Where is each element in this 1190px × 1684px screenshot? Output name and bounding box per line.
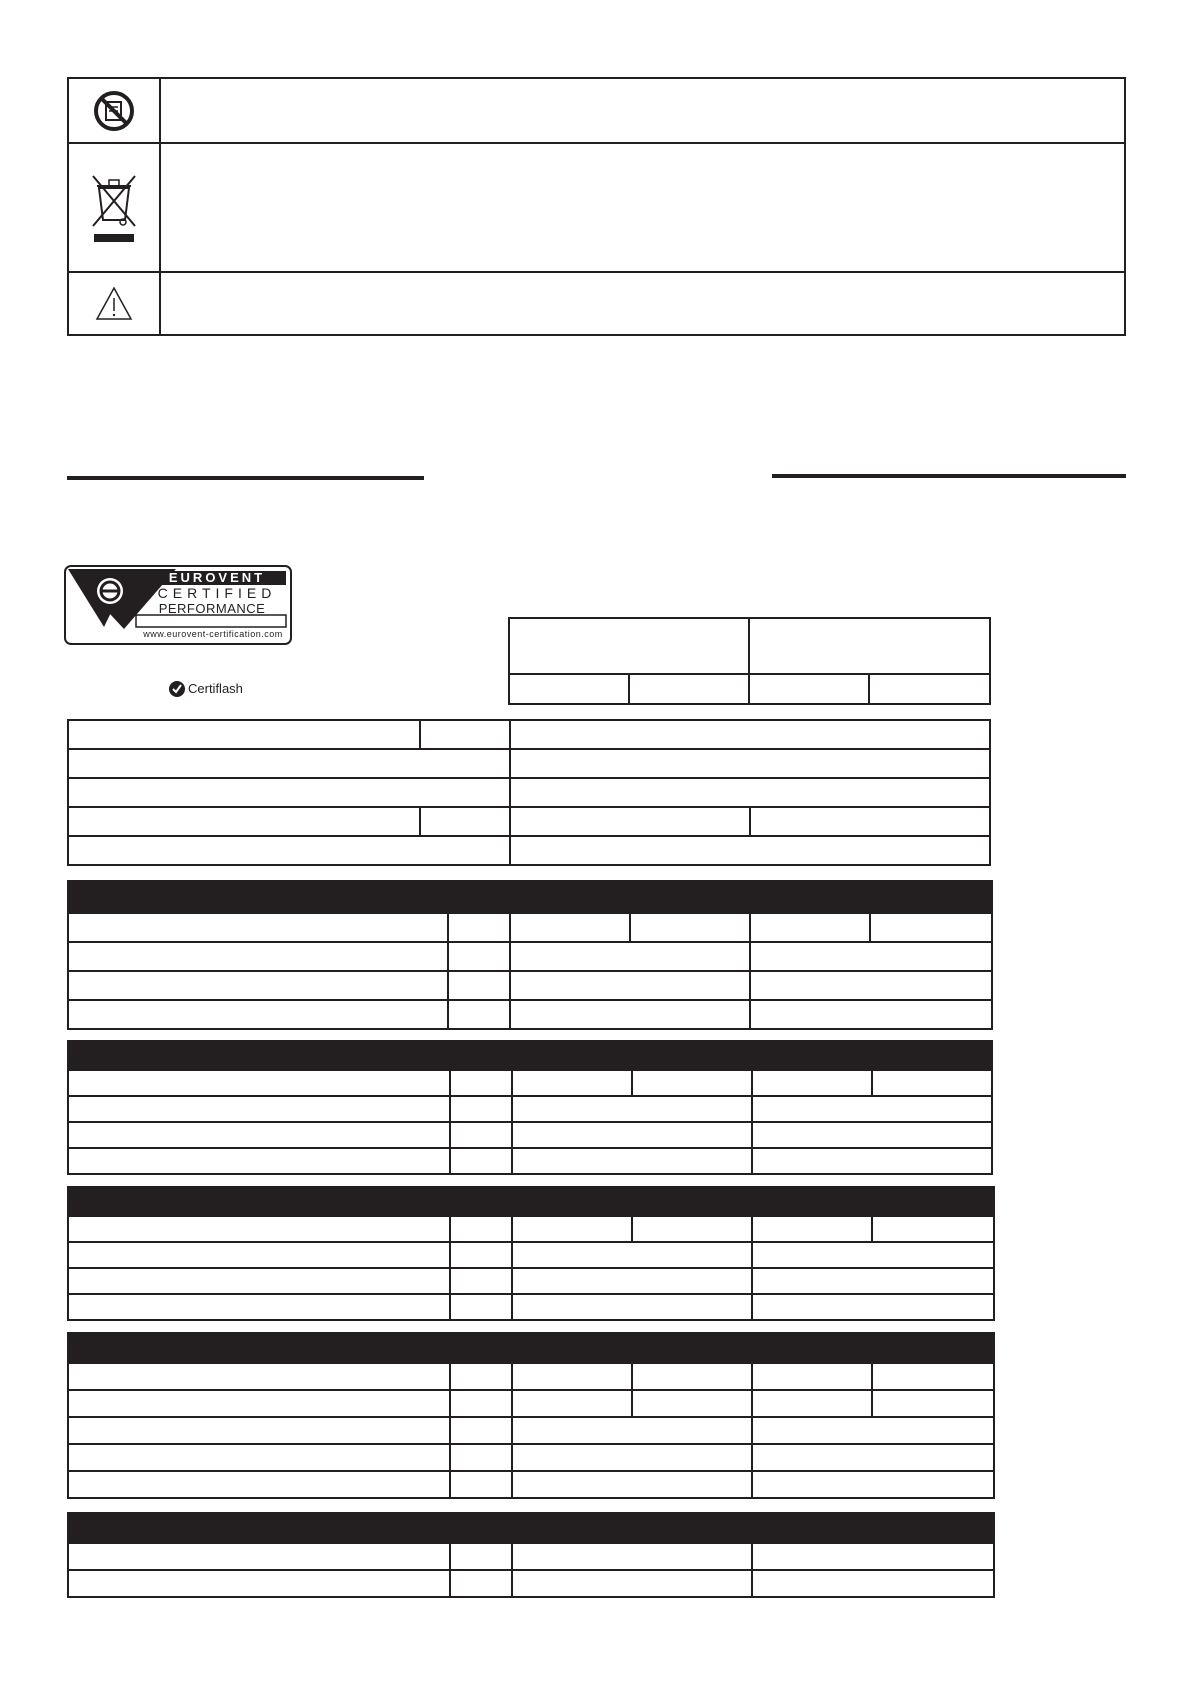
cell: [68, 1417, 450, 1444]
info-cell: [510, 720, 990, 749]
cell: [512, 1417, 752, 1444]
cell: [750, 971, 992, 1000]
cell: [752, 1122, 992, 1148]
info-cell: [510, 749, 990, 778]
cell: [512, 1268, 752, 1294]
symbol-table: [67, 77, 1126, 336]
header-cell: [509, 674, 629, 704]
cell: [450, 1471, 512, 1498]
data-section-2: [67, 1040, 993, 1175]
cell: [68, 1096, 450, 1122]
info-cell: [750, 807, 990, 836]
cell: [870, 913, 992, 942]
logo-url: www.eurovent-certification.com: [143, 629, 283, 639]
logo-line-eurovent: EUROVENT: [168, 570, 266, 585]
cell: [450, 1216, 512, 1242]
info-cell: [68, 778, 510, 807]
section-header-band: [68, 1187, 994, 1216]
cell: [68, 1122, 450, 1148]
cell: [68, 942, 448, 971]
cell: [68, 971, 448, 1000]
cell: [68, 1390, 450, 1417]
cell: [512, 1216, 632, 1242]
header-cell: [629, 674, 749, 704]
cell: [450, 1268, 512, 1294]
header-cell: [749, 674, 869, 704]
cell: [752, 1417, 994, 1444]
section-header-band: [68, 1513, 994, 1543]
cell: [512, 1294, 752, 1320]
cell: [872, 1363, 994, 1390]
cell: [68, 1070, 450, 1096]
info-cell: [68, 720, 420, 749]
section-header-band: [68, 1333, 994, 1363]
cell: [450, 1294, 512, 1320]
cell: [68, 1242, 450, 1268]
cell: [450, 1363, 512, 1390]
cell: [632, 1390, 752, 1417]
info-cell: [510, 778, 990, 807]
certiflash-label: Certiflash: [188, 681, 243, 696]
info-cell: [68, 836, 510, 865]
cell: [68, 1444, 450, 1471]
cell: [512, 1444, 752, 1471]
data-section-4: [67, 1332, 995, 1499]
cell: [68, 1216, 450, 1242]
cell: [510, 942, 750, 971]
logo-line-certified: CERTIFIED: [157, 585, 277, 601]
cell: [448, 1000, 510, 1029]
cell: [68, 1294, 450, 1320]
cell: [448, 913, 510, 942]
cell: [752, 1363, 872, 1390]
cell: [450, 1242, 512, 1268]
certiflash-check-icon: [168, 680, 186, 698]
data-section-1: [67, 880, 993, 1030]
cell: [872, 1390, 994, 1417]
cell: [510, 1000, 750, 1029]
cell: [872, 1070, 992, 1096]
logo-line-performance: PERFORMANCE: [158, 601, 266, 616]
cell: [752, 1570, 994, 1597]
info-cell: [420, 807, 510, 836]
cell: [512, 1070, 632, 1096]
info-cell: [420, 720, 510, 749]
cell: [68, 1148, 450, 1174]
info-cell: [68, 807, 420, 836]
cell: [512, 1096, 752, 1122]
cell: [752, 1390, 872, 1417]
cell: [752, 1216, 872, 1242]
cell: [510, 913, 630, 942]
cell: [510, 971, 750, 1000]
no-book-symbol-icon: [69, 79, 161, 142]
info-cell: [510, 836, 990, 865]
cell: [450, 1570, 512, 1597]
cell: [632, 1070, 752, 1096]
cell: [68, 1543, 450, 1570]
symbol-row: [69, 79, 1124, 144]
section-header-band: [68, 1041, 992, 1070]
cell: [872, 1216, 994, 1242]
section-rule-right: [772, 474, 1126, 478]
cell: [750, 1000, 992, 1029]
data-section-5: [67, 1512, 995, 1598]
cell: [68, 913, 448, 942]
cell: [752, 1444, 994, 1471]
cell: [632, 1216, 752, 1242]
data-section-3: [67, 1186, 995, 1321]
cell: [752, 1471, 994, 1498]
cell: [450, 1096, 512, 1122]
cell: [630, 913, 750, 942]
cell: [512, 1390, 632, 1417]
symbol-row: [69, 144, 1124, 273]
cell: [752, 1070, 872, 1096]
header-cell: [509, 618, 749, 674]
header-grid: [508, 617, 991, 705]
cell: [512, 1471, 752, 1498]
cell: [752, 1543, 994, 1570]
certiflash-mark: [168, 680, 278, 698]
cell: [450, 1148, 512, 1174]
cell: [752, 1096, 992, 1122]
cell: [450, 1390, 512, 1417]
cell: [512, 1242, 752, 1268]
cell: [68, 1000, 448, 1029]
cell: [752, 1268, 994, 1294]
symbol-row: [69, 273, 1124, 334]
cell: [450, 1070, 512, 1096]
cell: [512, 1363, 632, 1390]
general-info-grid: [67, 719, 991, 866]
header-cell: [749, 618, 990, 674]
eurovent-logo: [64, 565, 292, 645]
warning-triangle-icon: [69, 273, 161, 334]
section-header-band: [68, 881, 992, 913]
cell: [68, 1471, 450, 1498]
header-cell: [869, 674, 990, 704]
cell: [450, 1543, 512, 1570]
info-cell: [510, 807, 750, 836]
cell: [450, 1122, 512, 1148]
section-rule-left: [67, 476, 424, 480]
cell: [448, 942, 510, 971]
cell: [512, 1570, 752, 1597]
cell: [512, 1122, 752, 1148]
cell: [68, 1570, 450, 1597]
cell: [752, 1242, 994, 1268]
info-cell: [68, 749, 510, 778]
cell: [752, 1148, 992, 1174]
cell: [68, 1363, 450, 1390]
cell: [450, 1417, 512, 1444]
cell: [512, 1148, 752, 1174]
cell: [750, 913, 870, 942]
cell: [750, 942, 992, 971]
crossed-bin-weee-icon: [69, 144, 161, 271]
cell: [512, 1543, 752, 1570]
cell: [632, 1363, 752, 1390]
cell: [752, 1294, 994, 1320]
cell: [450, 1444, 512, 1471]
cell: [448, 971, 510, 1000]
cell: [68, 1268, 450, 1294]
